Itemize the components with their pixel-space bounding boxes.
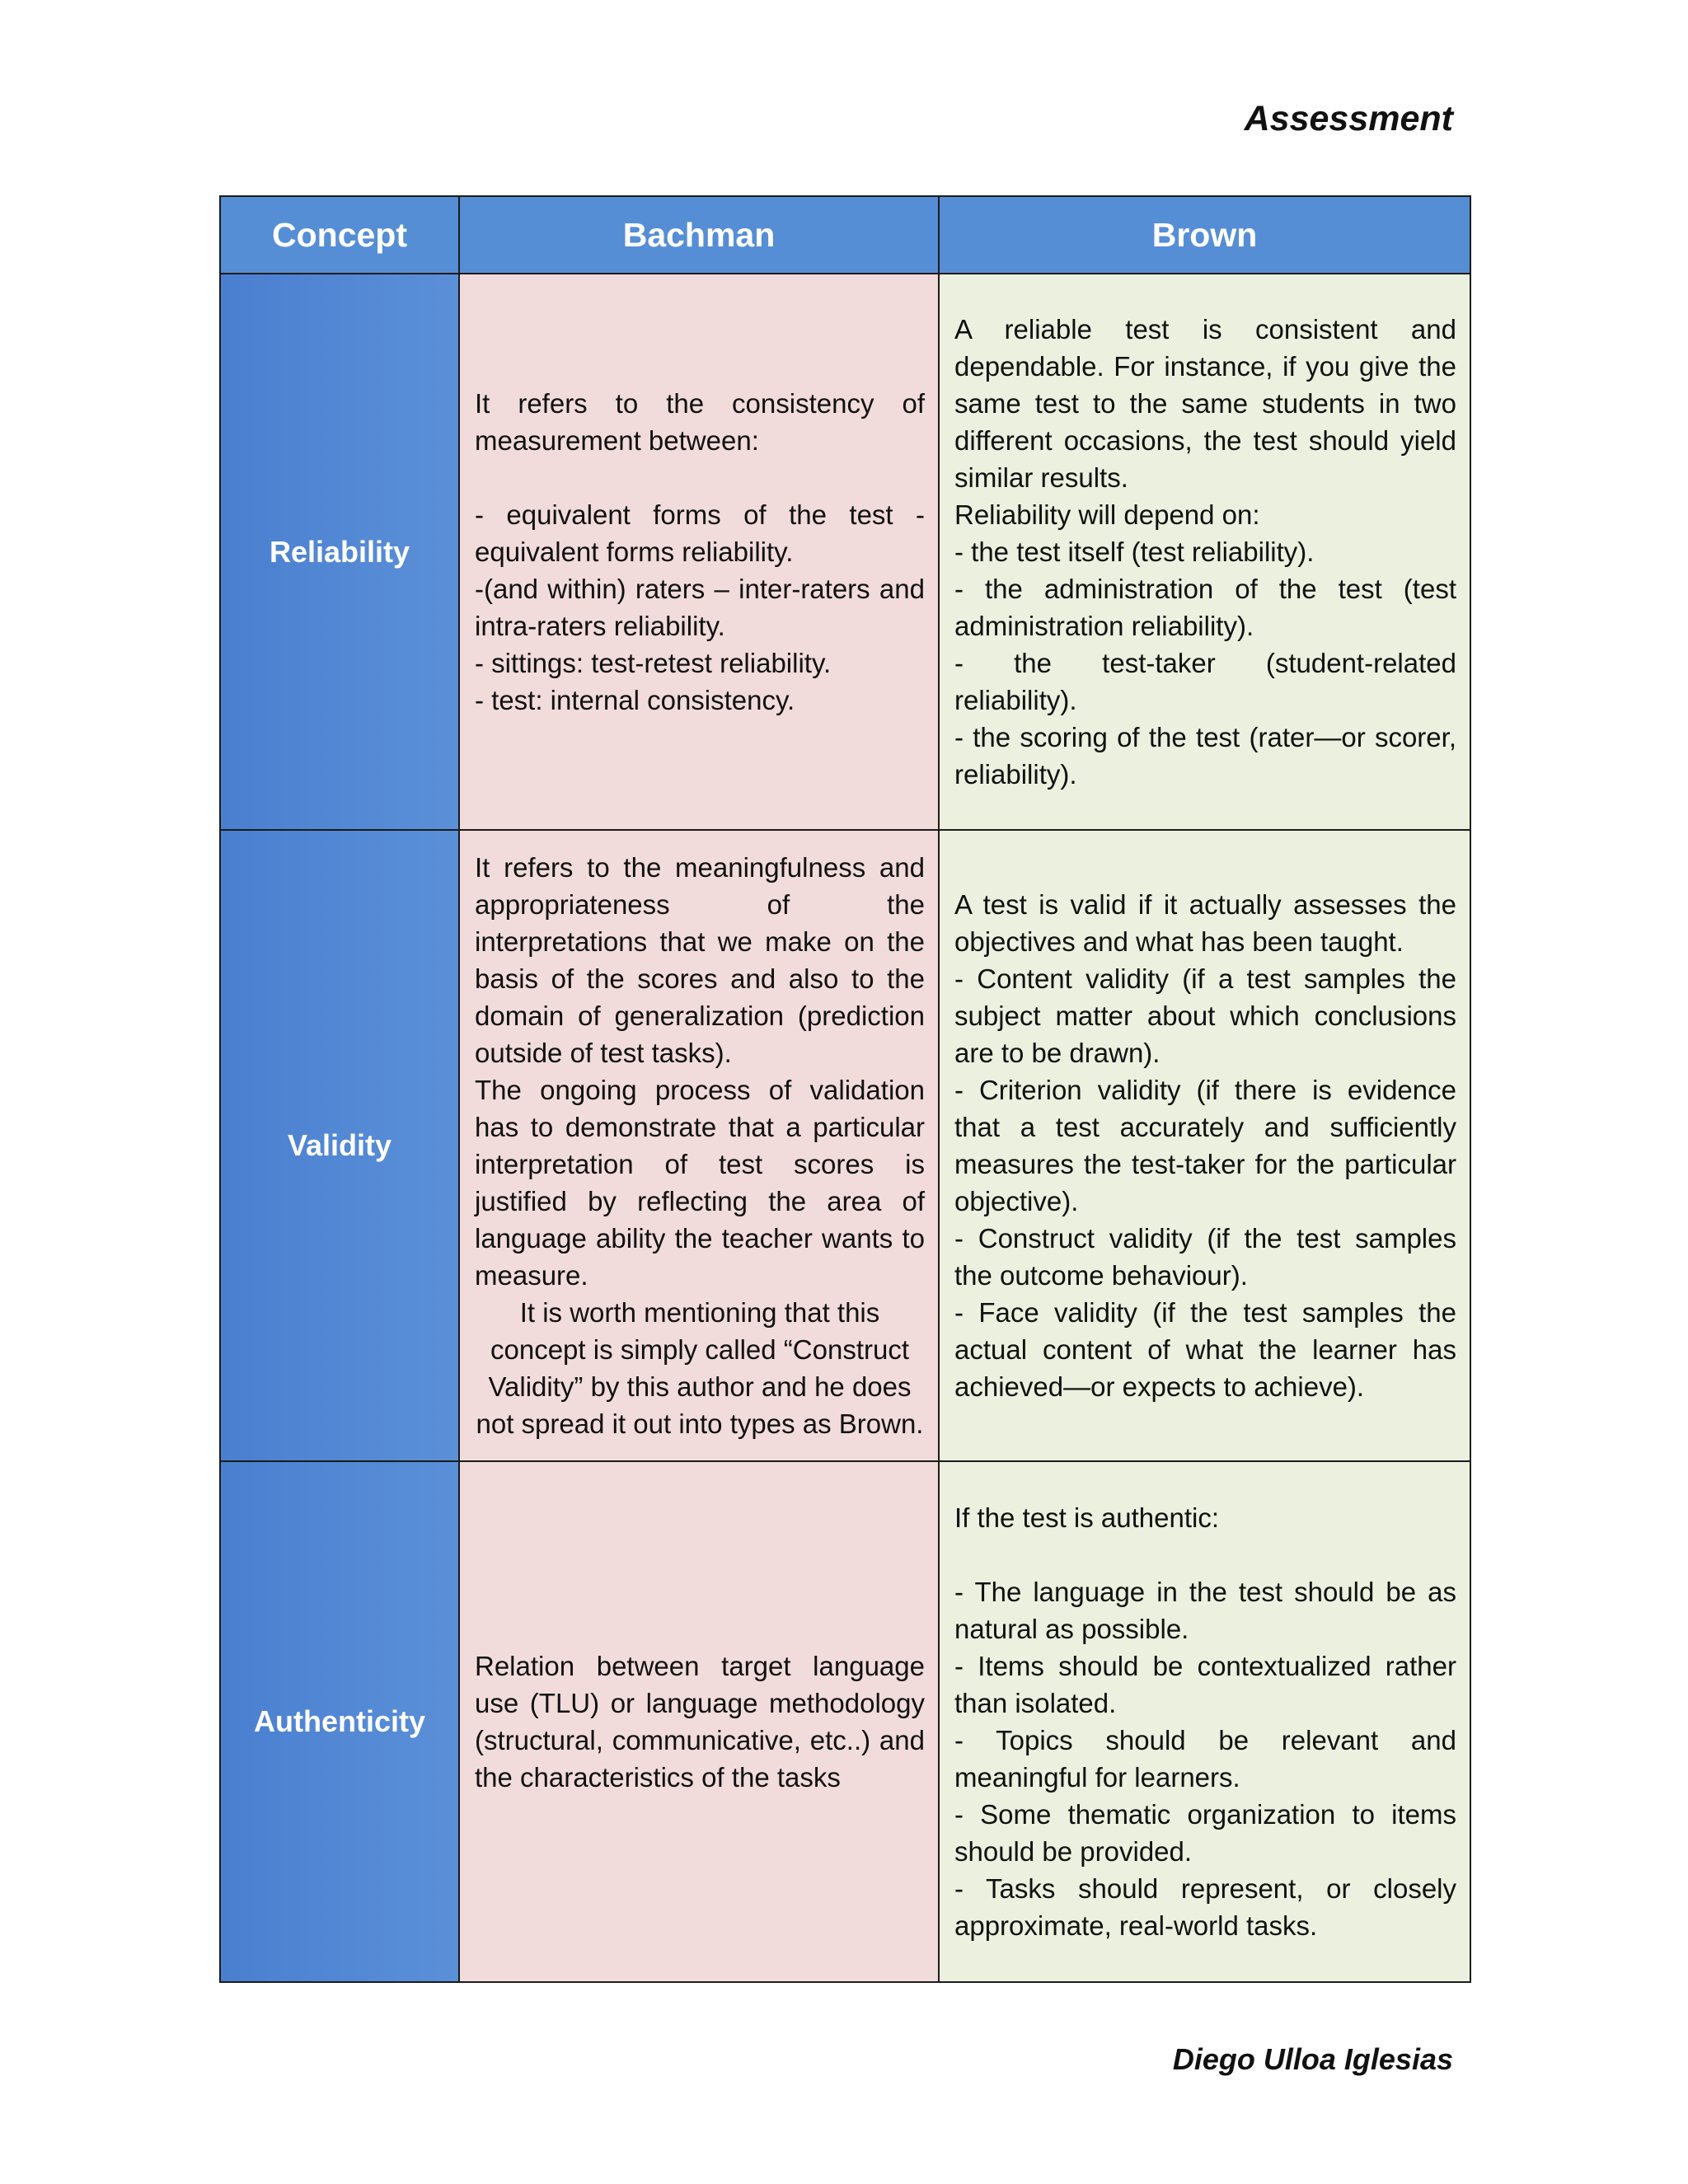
cell-paragraph: - test: internal consistency. xyxy=(475,685,795,715)
cell-paragraph: Relation between target language use (TLU) or language methodology (structural, communicative, etc..) and the characteristics of the tasks xyxy=(475,1651,925,1793)
cell-paragraph: If the test is authentic: xyxy=(954,1502,1220,1533)
cell-paragraph: - the administration of the test (test administration reliability). xyxy=(954,574,1456,641)
table-row-authenticity xyxy=(220,1461,1470,1982)
bachman-cell-validity xyxy=(459,830,939,1461)
cell-paragraph: - the test-taker (student-related reliability). xyxy=(954,648,1456,715)
paragraph-spacer xyxy=(954,1536,1456,1573)
cell-paragraph: The ongoing process of validation has to demonstrate that a particular interpretation of test scores is justified by reflecting the area of language ability the teacher wants to measure. xyxy=(475,1075,925,1291)
concept-cell-validity: Validity xyxy=(220,830,459,1461)
paragraph-spacer xyxy=(475,459,925,496)
cell-paragraph: - Items should be contextualized rather than isolated. xyxy=(954,1651,1456,1718)
bachman-cell-authenticity xyxy=(459,1461,939,1982)
cell-paragraph: - Some thematic organization to items should be provided. xyxy=(954,1799,1456,1867)
cell-paragraph: - Criterion validity (if there is evidence that a test accurately and sufficiently measures the test-taker for the particular objective). xyxy=(954,1075,1456,1216)
cell-paragraph: - the test itself (test reliability). xyxy=(954,537,1315,567)
column-header-brown: Brown xyxy=(939,196,1470,274)
cell-paragraph: - The language in the test should be as natural as possible. xyxy=(954,1577,1456,1644)
cell-paragraph: - Construct validity (if the test samples the outcome behaviour). xyxy=(954,1223,1456,1291)
cell-paragraph: - Content validity (if a test samples the subject matter about which conclusions are to be drawn). xyxy=(954,963,1456,1068)
brown-cell-authenticity xyxy=(939,1461,1470,1982)
cell-paragraph: It refers to the consistency of measurement between: xyxy=(475,388,925,456)
column-header-bachman: Bachman xyxy=(459,196,939,274)
brown-cell-reliability xyxy=(939,274,1470,830)
cell-paragraph: A reliable test is consistent and dependable. For instance, if you give the same test to the same students in two different occasions, the test should yield similar results. xyxy=(954,314,1456,493)
column-header-concept: Concept xyxy=(220,196,459,274)
concept-cell-authenticity: Authenticity xyxy=(220,1461,459,1982)
table-header-row xyxy=(220,196,1470,274)
author-name: Diego Ulloa Iglesias xyxy=(1172,2042,1453,2076)
brown-cell-validity xyxy=(939,830,1470,1461)
cell-paragraph: A test is valid if it actually assesses the objectives and what has been taught. xyxy=(954,889,1456,957)
cell-paragraph: -(and within) raters – inter-raters and intra-raters reliability. xyxy=(475,574,925,641)
cell-paragraph: - sittings: test-retest reliability. xyxy=(475,648,832,678)
cell-paragraph: - Tasks should represent, or closely approximate, real-world tasks. xyxy=(954,1873,1456,1941)
cell-paragraph: - equivalent forms of the test - equivalent forms reliability. xyxy=(475,499,925,567)
table-row-reliability xyxy=(220,274,1470,830)
concept-comparison-table xyxy=(219,195,1471,1983)
concept-cell-reliability: Reliability xyxy=(220,274,459,830)
table-row-validity xyxy=(220,830,1470,1461)
cell-paragraph: - Topics should be relevant and meaningful for learners. xyxy=(954,1725,1456,1793)
page-title: Assessment xyxy=(1244,99,1453,138)
bachman-cell-reliability xyxy=(459,274,939,830)
cell-paragraph: Reliability will depend on: xyxy=(954,499,1260,530)
cell-paragraph: - the scoring of the test (rater—or scorer, reliability). xyxy=(954,722,1456,790)
cell-paragraph: It refers to the meaningfulness and appropriateness of the interpretations that we make on the basis of the scores and also to the domain of generalization (prediction outside of test tasks). xyxy=(475,852,925,1068)
cell-paragraph: It is worth mentioning that this concept is simply called “Construct Validity” by this author and he does not spread it out into types as Brown. xyxy=(476,1297,924,1439)
cell-paragraph: - Face validity (if the test samples the actual content of what the learner has achieved—or expects to achieve). xyxy=(954,1297,1456,1402)
